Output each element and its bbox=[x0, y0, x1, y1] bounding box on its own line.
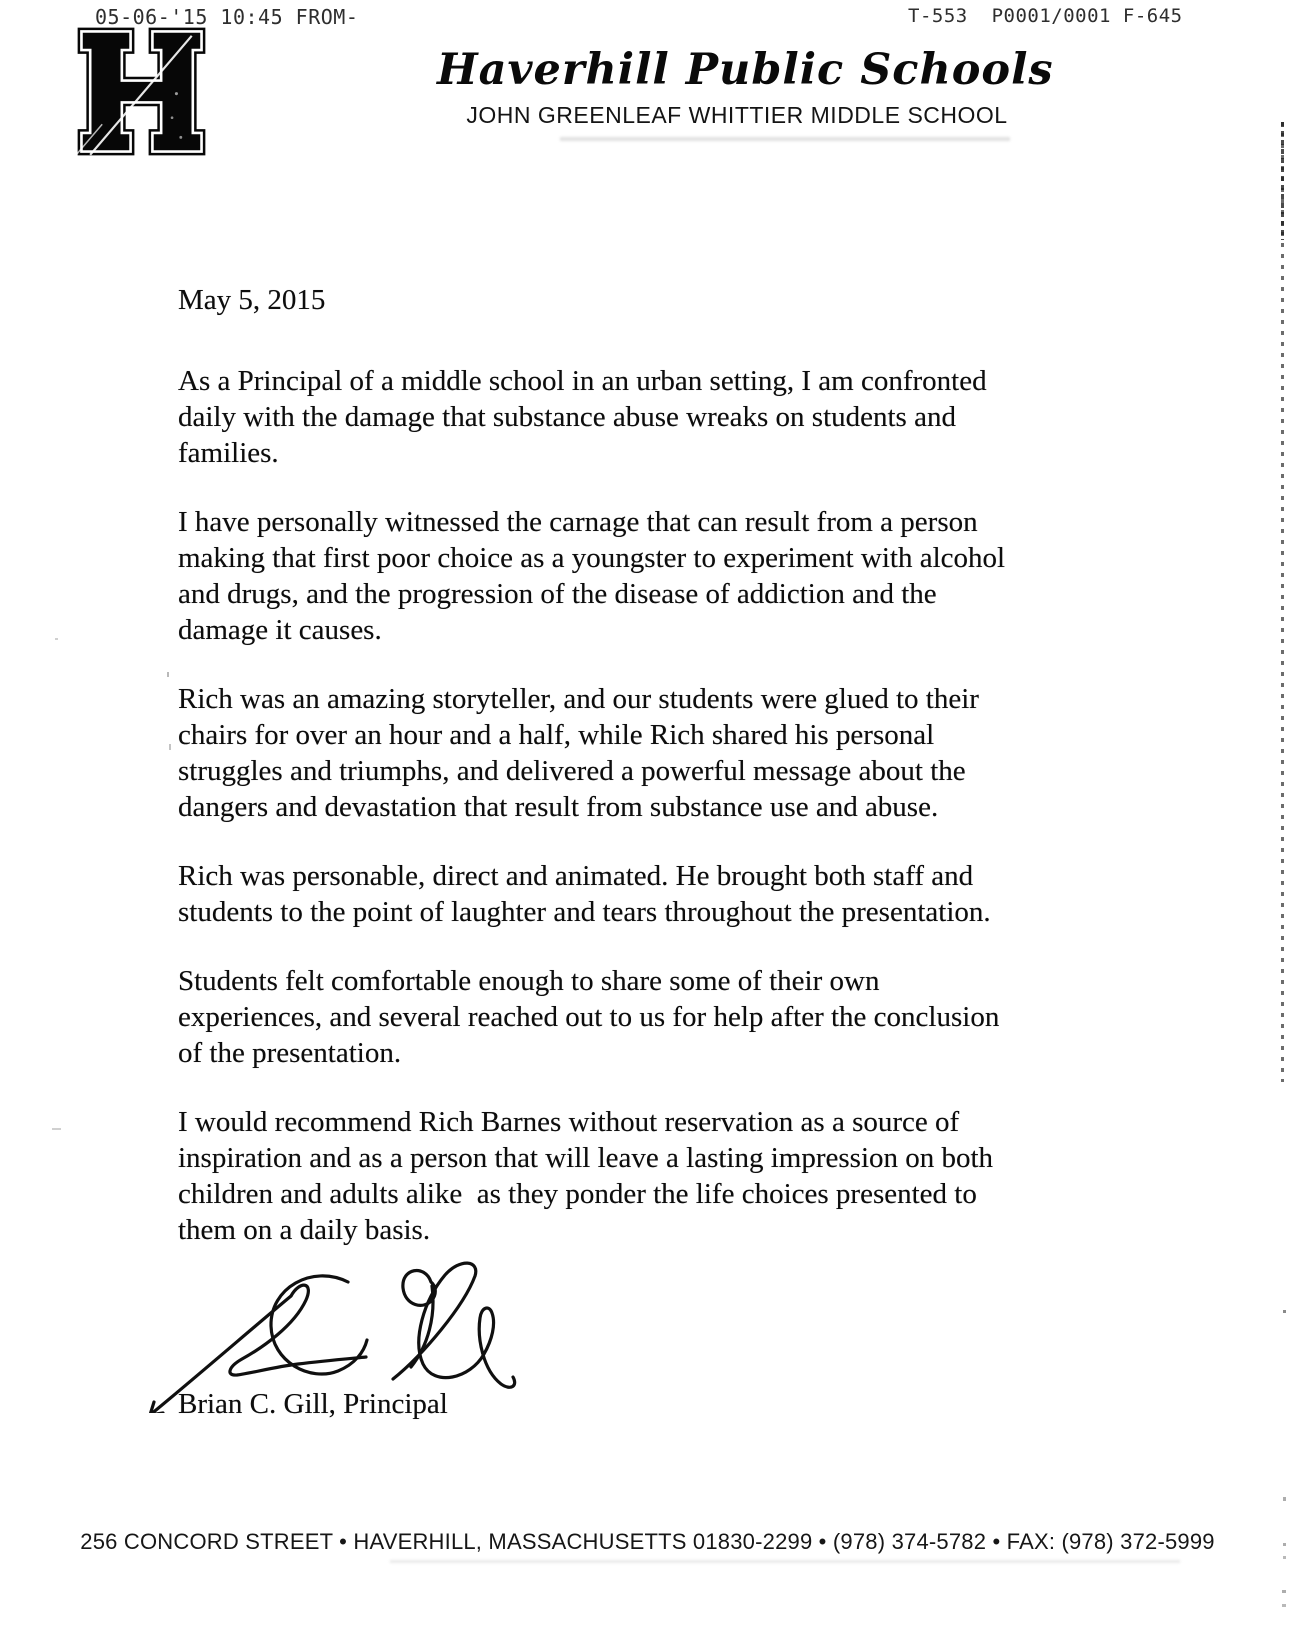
scan-ghost-line bbox=[560, 137, 1010, 141]
letter-body bbox=[178, 282, 1138, 1281]
letter-line: chairs for over an hour and a half, while Rich shared his personal bbox=[178, 719, 935, 751]
scan-noise-dot bbox=[171, 116, 174, 119]
scan-noise-dot bbox=[179, 136, 182, 139]
letter-date: May 5, 2015 bbox=[178, 284, 326, 316]
scan-noise-dot bbox=[175, 92, 178, 95]
scan-speck bbox=[1283, 1543, 1286, 1546]
paragraph bbox=[178, 858, 1138, 930]
letter-line: families. bbox=[178, 437, 279, 469]
letter-line: children and adults alike as they ponder the life choices presented to bbox=[178, 1178, 977, 1210]
letter-line: them on a daily basis. bbox=[178, 1214, 431, 1246]
scan-edge-dashes bbox=[1281, 122, 1284, 1082]
scan-speck bbox=[55, 638, 58, 640]
letter-line: damage it causes. bbox=[178, 614, 382, 646]
letter-line: Rich was personable, direct and animated. He brought both staff and bbox=[178, 860, 974, 892]
letter-line: dangers and devastation that result from substance use and abuse. bbox=[178, 791, 939, 823]
letter-h-outline bbox=[81, 31, 201, 151]
scan-speck bbox=[1283, 1556, 1286, 1559]
footer-address: 256 CONCORD STREET • HAVERHILL, MASSACHUSETTS 01830-2299 • (978) 374-5782 • FAX: (978) 372-5999 bbox=[80, 1529, 1215, 1554]
scan-edge-dashes-dark bbox=[1281, 122, 1284, 240]
letter-line: experiences, and several reached out to us for help after the conclusion bbox=[178, 1001, 1000, 1033]
fax-timestamp: 05-06-'15 10:45 FROM- bbox=[95, 5, 359, 29]
scan-speck bbox=[1283, 1310, 1286, 1313]
letter-line: inspiration and as a person that will leave a lasting impression on both bbox=[178, 1142, 994, 1174]
scan-speck bbox=[167, 672, 169, 677]
letter-line: Students felt comfortable enough to share some of their own bbox=[178, 965, 880, 997]
letter-line: As a Principal of a middle school in an urban setting, I am confronted bbox=[178, 365, 987, 397]
letter-line: students to the point of laughter and tears throughout the presentation. bbox=[178, 896, 991, 928]
school-logo-h-icon bbox=[70, 26, 213, 157]
scan-speck bbox=[52, 1128, 61, 1130]
letter-line: struggles and triumphs, and delivered a powerful message about the bbox=[178, 755, 966, 787]
letter-line: daily with the damage that substance abuse wreaks on students and bbox=[178, 401, 956, 433]
letter-line: I have personally witnessed the carnage that can result from a person bbox=[178, 506, 978, 538]
scan-speck bbox=[169, 744, 171, 750]
signature-stroke bbox=[393, 1263, 515, 1387]
district-name: Haverhill Public Schools bbox=[437, 45, 1054, 95]
letter-line: and drugs, and the progression of the disease of addiction and the bbox=[178, 578, 937, 610]
paragraph bbox=[178, 504, 1138, 648]
fax-job-info: T-553 P0001/0001 F-645 bbox=[908, 5, 1183, 27]
letter-line: Rich was an amazing storyteller, and our students were glued to their bbox=[178, 683, 979, 715]
letter-line: making that first poor choice as a youngster to experiment with alcohol bbox=[178, 542, 1006, 574]
school-name: JOHN GREENLEAF WHITTIER MIDDLE SCHOOL bbox=[466, 102, 1008, 128]
letter-line: I would recommend Rich Barnes without reservation as a source of bbox=[178, 1106, 960, 1138]
letter-line: of the presentation. bbox=[178, 1037, 402, 1069]
letterhead bbox=[437, 45, 1054, 129]
signer-name: Brian C. Gill, Principal bbox=[178, 1388, 448, 1420]
scan-ghost-line bbox=[390, 1560, 1180, 1563]
paragraph bbox=[178, 363, 1138, 471]
scan-speck bbox=[1283, 1497, 1286, 1501]
scan-speck bbox=[1282, 1590, 1286, 1593]
paragraph bbox=[178, 963, 1138, 1071]
paragraph bbox=[178, 681, 1138, 825]
scan-speck bbox=[1282, 1604, 1286, 1607]
paragraph bbox=[178, 1104, 1138, 1248]
